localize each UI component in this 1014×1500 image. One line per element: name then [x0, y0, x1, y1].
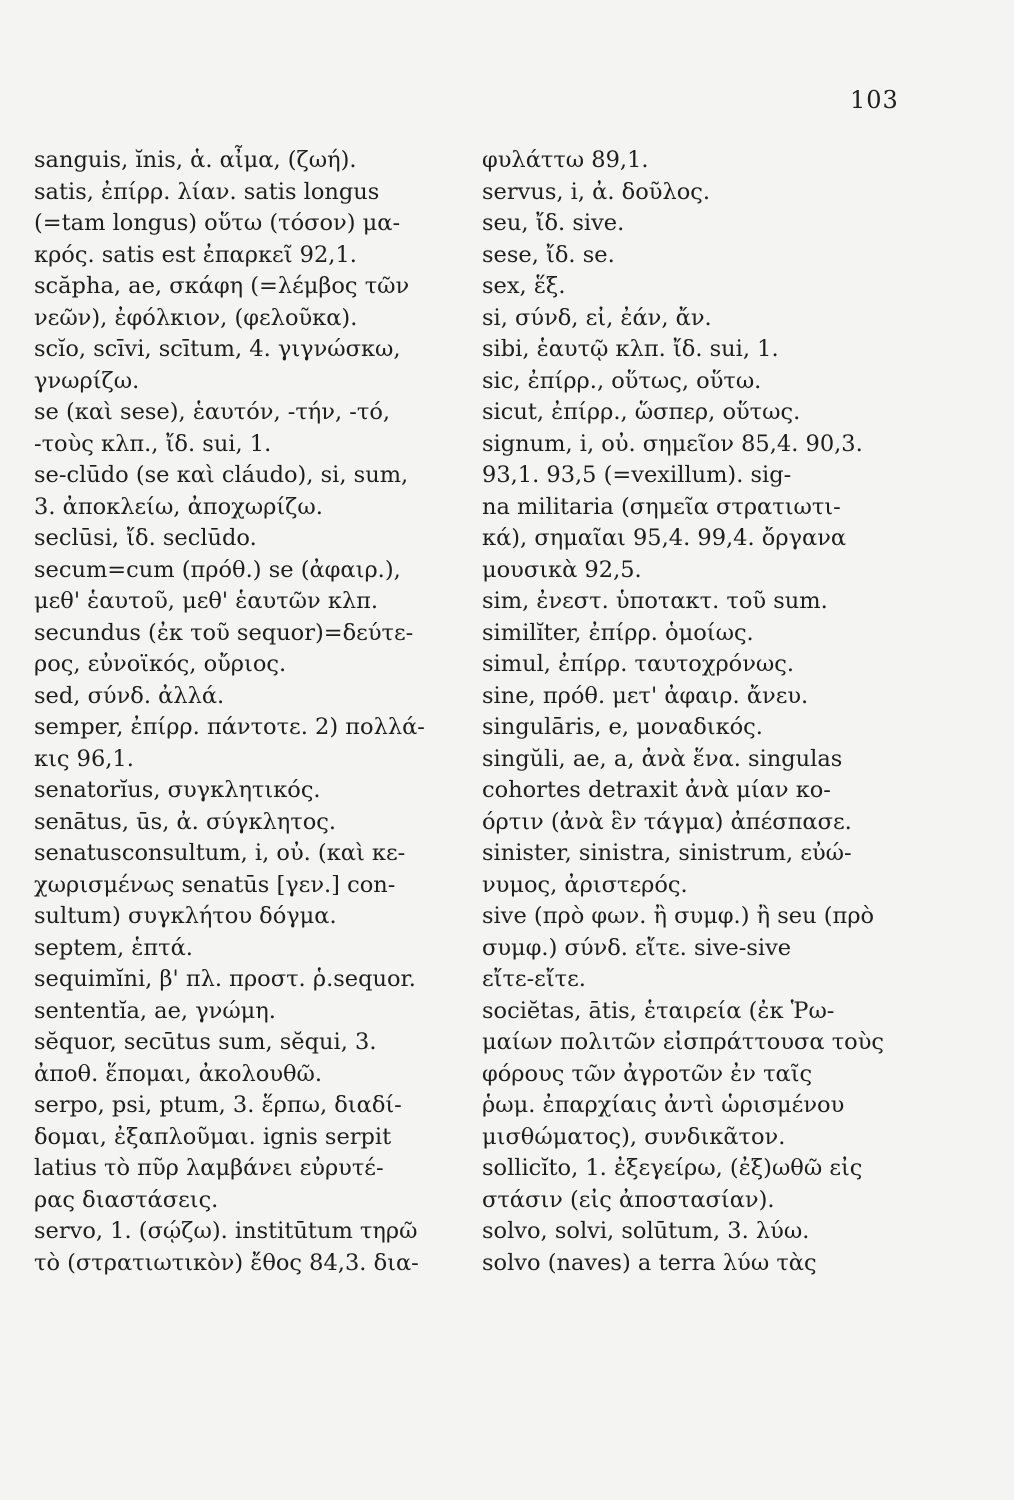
dictionary-line: cohortes detraxit ἀνὰ μίαν κο- [482, 777, 831, 803]
dictionary-line: φυλάττω 89,1. [482, 147, 649, 173]
dictionary-line: solvo, solvi, solūtum, 3. λύω. [482, 1218, 810, 1244]
dictionary-line: μισθώματος), συνδικᾶτον. [482, 1123, 786, 1150]
dictionary-line: secum=cum (πρόθ.) se (ἀφαιρ.), [34, 556, 401, 583]
dictionary-line: μαίων πολιτῶν εἰσπράττουσα τοὺς [482, 1029, 885, 1055]
dictionary-line: νυμος, ἀριστερός. [482, 871, 688, 898]
dictionary-line: κά), σημαῖαι 95,4. 99,4. ὄργανα [482, 525, 847, 551]
dictionary-line: στάσιν (εἰς ἀποστασίαν). [482, 1186, 775, 1213]
dictionary-line: ρος, εὐνοϊκός, οὔριος. [34, 651, 287, 677]
dictionary-line: sex, ἕξ. [482, 273, 566, 299]
dictionary-line: sibi, ἑαυτῷ κλπ. ἴδ. sui, 1. [482, 336, 779, 362]
dictionary-line: κρός. satis est ἐπαρκεῖ 92,1. [34, 241, 357, 268]
dictionary-line: latius τὸ πῦρ λαμβάνει εὐρυτέ- [34, 1155, 384, 1181]
dictionary-line: γνωρίζω. [34, 367, 140, 394]
dictionary-line: sollicĭto, 1. ἐξεγείρω, (ἐξ)ωθῶ εἰς [482, 1155, 863, 1181]
dictionary-line: singŭli, ae, a, ἀνὰ ἕνα. singulas [482, 745, 843, 772]
dictionary-line: scĭo, scīvi, scītum, 4. γιγνώσκω, [34, 336, 401, 362]
dictionary-line: seu, ἴδ. sive. [482, 210, 625, 236]
dictionary-line: servus, i, ἀ. δοῦλος. [482, 178, 710, 205]
dictionary-line: φόρους τῶν ἀγροτῶν ἐν ταῖς [482, 1060, 813, 1087]
dictionary-line: sĕquor, secūtus sum, sĕqui, 3. [34, 1029, 377, 1055]
dictionary-line: se (καὶ sese), ἑαυτόν, -τήν, -τό, [34, 399, 391, 425]
dictionary-line: sese, ἴδ. se. [482, 241, 615, 268]
right-column [482, 145, 902, 1279]
dictionary-line: κις 96,1. [34, 745, 134, 772]
dictionary-line: 93,1. 93,5 (=vexillum). sig- [482, 462, 792, 488]
page-number: 103 [850, 86, 899, 114]
dictionary-line: μεθ' ἑαυτοῦ, μεθ' ἑαυτῶν κλπ. [34, 588, 379, 614]
dictionary-line: sive (πρὸ φων. ἢ συμφ.) ἢ seu (πρὸ [482, 903, 875, 929]
dictionary-line: senatusconsultum, i, οὐ. (καὶ κε- [34, 840, 406, 866]
dictionary-line: sanguis, ĭnis, ἁ. αἶμα, (ζωή). [34, 147, 357, 173]
dictionary-line: sinister, sinistra, sinistrum, εὐώ- [482, 840, 852, 866]
dictionary-line: simul, ἐπίρρ. ταυτοχρόνως. [482, 651, 795, 677]
dictionary-line: satis, ἐπίρρ. λίαν. satis longus [34, 178, 380, 205]
dictionary-line: semper, ἐπίρρ. πάντοτε. 2) πολλά- [34, 714, 425, 740]
dictionary-line: seclūsi, ἴδ. seclūdo. [34, 525, 257, 551]
dictionary-line: secundus (ἐκ τοῦ sequor)=δεύτε- [34, 619, 414, 646]
dictionary-line: se-clūdo (se καὶ cláudo), si, sum, [34, 462, 409, 488]
dictionary-line: τὸ (στρατιωτικὸν) ἔθος 84,3. δια- [34, 1249, 419, 1276]
dictionary-line: sicut, ἐπίρρ., ὥσπερ, οὕτως. [482, 399, 801, 425]
dictionary-line: sultum) συγκλήτου δόγμα. [34, 903, 337, 929]
dictionary-line: ῥωμ. ἐπαρχίαις ἀντὶ ὡρισμένου [482, 1092, 845, 1118]
dictionary-line: μουσικὰ 92,5. [482, 556, 642, 583]
dictionary-line: (=tam longus) οὕτω (τόσον) μα- [34, 210, 401, 236]
dictionary-line: νεῶν), ἐφόλκιον, (φελοῦκα). [34, 304, 358, 331]
dictionary-line: ρας διαστάσεις. [34, 1186, 219, 1213]
dictionary-line: εἴτε-εἴτε. [482, 966, 586, 992]
dictionary-line: senatorĭus, συγκλητικός. [34, 777, 321, 803]
dictionary-line: όρτιν (ἀνὰ ἓν τάγμα) ἀπέσπασε. [482, 808, 852, 835]
dictionary-line: singulāris, e, μοναδικός. [482, 714, 763, 740]
dictionary-line: συμφ.) σύνδ. εἴτε. sive-sive [482, 934, 792, 961]
dictionary-line: senātus, ūs, ἀ. σύγκλητος. [34, 808, 337, 835]
dictionary-line: scăpha, ae, σκάφη (=λέμβος τῶν [34, 273, 410, 299]
dictionary-line: sed, σύνδ. ἀλλά. [34, 682, 225, 709]
dictionary-line: sententĭa, ae, γνώμη. [34, 997, 276, 1024]
dictionary-line: serpo, psi, ptum, 3. ἕρπω, διαδί- [34, 1092, 402, 1118]
dictionary-line: 3. ἀποκλείω, ἀποχωρίζω. [34, 493, 323, 520]
dictionary-line: ἀποθ. ἕπομαι, ἀκολουθῶ. [34, 1060, 323, 1087]
dictionary-line: septem, ἑπτά. [34, 934, 193, 961]
dictionary-line: -τοὺς κλπ., ἴδ. sui, 1. [34, 430, 272, 457]
dictionary-line: sim, ἐνεστ. ὑποτακτ. τοῦ sum. [482, 588, 828, 614]
dictionary-line: solvo (naves) a terra λύω τὰς [482, 1249, 817, 1276]
dictionary-line: sequimĭni, β' πλ. προστ. ῥ.sequor. [34, 966, 416, 992]
dictionary-line: δομαι, ἐξαπλοῦμαι. ignis serpit [34, 1123, 392, 1150]
dictionary-line: similĭter, ἐπίρρ. ὁμοίως. [482, 619, 754, 646]
dictionary-line: sic, ἐπίρρ., οὕτως, οὕτω. [482, 367, 762, 394]
dictionary-line: na militaria (σημεῖα στρατιωτι- [482, 493, 841, 520]
dictionary-line: sociĕtas, ātis, ἑταιρεία (ἐκ Ῥω- [482, 997, 835, 1024]
dictionary-line: χωρισμένως senatūs [γεν.] con- [34, 871, 396, 898]
dictionary-line: si, σύνδ, εἰ, ἐάν, ἄν. [482, 304, 712, 331]
dictionary-line: servo, 1. (σῴζω). institūtum τηρῶ [34, 1218, 418, 1244]
dictionary-line: sine, πρόθ. μετ' ἀφαιρ. ἄνευ. [482, 682, 809, 709]
dictionary-line: signum, i, οὐ. σημεῖον 85,4. 90,3. [482, 430, 863, 457]
left-column [34, 145, 459, 1279]
